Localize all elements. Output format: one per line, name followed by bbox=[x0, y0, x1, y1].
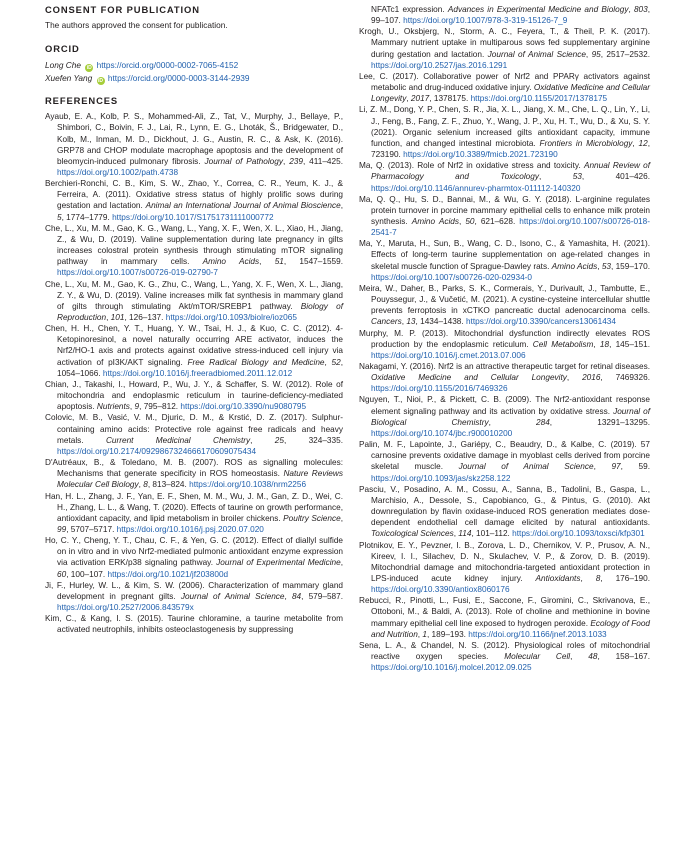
reference-doi-link[interactable]: https://doi.org/10.2174/0929867324666170609075434 bbox=[57, 446, 257, 456]
reference-pages: , 101–112. bbox=[471, 529, 513, 539]
reference-entry: Ma, Q. (2013). Role of Nrf2 in oxidative stress and toxicity. Annual Review of Pharmacology and Toxicology, 53, 401–426. https://doi.org/10.1146/annurev-pharmtox-011112-140320 bbox=[359, 161, 650, 193]
reference-journal: Animal an International Journal of Animal Bioscience bbox=[145, 201, 341, 211]
reference-text: Ji, F., Hurley, W. L., & Kim, S. W. (2006). Characterization of mammary gland development in pregnant gilts. bbox=[45, 580, 343, 601]
reference-doi-link[interactable]: https://doi.org/10.3389/fmicb.2021.723190 bbox=[403, 150, 558, 160]
orcid-icon: iD bbox=[98, 78, 104, 85]
reference-pages: , 813–824. bbox=[147, 480, 190, 490]
reference-volume: 8 bbox=[595, 573, 601, 583]
consent-text: The authors approved the consent for publication. bbox=[45, 20, 228, 30]
reference-journal: Amino Acids bbox=[411, 216, 459, 226]
reference-journal: Annual Review of Pharmacology and Toxicology bbox=[371, 161, 650, 182]
reference-text: Nakagami, Y. (2016). Nrf2 is an attractive therapeutic target for retinal diseases. bbox=[359, 362, 650, 371]
reference-entry: Che, L., Xu, M. M., Gao, K. G., Zhu, C., Wang, L., Yang, X. F., Wen, X. L., Jiang, Z. Y., & Wu, D. (2019). Valine increases milk fat synthesis in mammary gland of gilts through stimulating Akt/mTOR/SREBP1 pathway. Biology of Reproduction, 101, 126–137. https://doi.org/10.1093/biolre/ioz065 bbox=[45, 279, 343, 323]
reference-text: Ayaub, E. A., Kolb, P. S., Mohammed-Ali, Z., Tat, V., Murphy, J., Bellaye, P., Shimbori, C., Boivin, F. J., Lai, R., Lynn, E. G., Lhoták, Š., Bridgewater, D., Kolb, M., Inman, M. D., Dickhout, J. G., Austin, R. C., & Ask, K. (2016). GRP78 and CHOP modulate macrophage apoptosis and the development of bleomycin-induced pulmonary fibrosis. bbox=[45, 112, 343, 166]
reference-pages: , 1434–1438. bbox=[415, 317, 466, 327]
reference-doi-link[interactable]: https://doi.org/10.1007/s00726-018-2541-7 bbox=[371, 216, 650, 238]
reference-text: Colovic, M. B., Vasić, V. M., Djuric, D. M., & Krstić, D. Z. (2017). Sulphur-containing amino acids: Protective role against free radicals and heavy metals. bbox=[45, 413, 343, 445]
reference-entry: Ma, Q. Q., Hu, S. D., Bannai, M., & Wu, G. Y. (2018). L-arginine regulates protein turnover in porcine mammary epithelial cells to enhance milk protein synthesis. Amino Acids, 50, 621–628. https://doi.org/10.1007/s00726-018-2541-7 bbox=[359, 194, 650, 238]
reference-entry: Chen, H. H., Chen, Y. T., Huang, Y. W., Tsai, H. J., & Kuo, C. C. (2012). 4-Ketopinoresinol, a novel naturally occurring ARE activator, induces the Nrf2/HO-1 axis and protects against oxidative stress-induced cell injury via activation of pI3K/AKT signaling. Free Radical Biology and Medicine, 52, 1054–1066. https://doi.org/10.1016/j.freeradbiomed.2011.12.012 bbox=[45, 324, 343, 378]
reference-text: Ma, Q. Q., Hu, S. D., Bannai, M., & Wu, G. Y. (2018). L-arginine regulates protein turnover in porcine mammary epithelial cells to enhance milk protein synthesis. bbox=[359, 194, 650, 226]
reference-doi-link[interactable]: https://doi.org/10.1093/toxsci/kfp301 bbox=[512, 529, 645, 539]
reference-pages: , 2517–2532. bbox=[600, 49, 651, 59]
reference-text: Meira, W., Daher, B., Parks, S. K., Cormerais, Y., Durivault, J., Tambutte, E., Pouyssegur, J., & Vučetić, M. (2021). A cystine-cysteine intercellular shuttle prevents ferroptosis in xCTKO pancreatic ductal adenocarcinoma cells. bbox=[359, 283, 650, 316]
reference-journal: Amino Acids bbox=[202, 257, 260, 267]
reference-entry: Ho, C. Y., Cheng, Y. T., Chau, C. F., & Yen, G. C. (2012). Effect of diallyl sulfide on in vitro and in vivo Nrf2-mediated pulmonic antioxidant enzyme expression via activation ERK/p38 signaling pathway. Journal of Experimental Medicine, 60, 100–107. https://doi.org/10.1021/jf203800d bbox=[45, 536, 344, 579]
reference-entry: Palin, M. F., Lapointe, J., Gariépy, C., Beaudry, D., & Kalbe, C. (2019). 57 carnosine prevents oxidative damage in myoblast cells derived from porcine skeletal muscle. Journal of Animal Science, 97, 59. https://doi.org/10.1093/jas/skz258.122 bbox=[359, 440, 650, 483]
orcid-author-name: Xuefen Yang bbox=[45, 73, 93, 84]
reference-text: Palin, M. F., Lapointe, J., Gariépy, C., Beaudry, D., & Kalbe, C. (2019). 57 carnosine prevents oxidative damage in myoblast cells derived from porcine skeletal muscle. bbox=[359, 440, 650, 472]
reference-pages: , 579–587. bbox=[301, 591, 343, 601]
reference-entry: Plotnikov, E. Y., Pevzner, I. B., Zorova, L. D., Chernikov, V. P., Prusov, A. N., Kireev, I. I., Silachev, D. N., Skulachev, V. P., & Zorov, D. B. (2019). Mitochondrial damage and mitochondria-targeted antioxidant protection in LPS-induced acute kidney injury. Antioxidants, 8, 176–190. https://doi.org/10.3390/antiox8060176 bbox=[359, 540, 651, 595]
reference-doi-link[interactable]: https://doi.org/10.1074/jbc.r900010200 bbox=[371, 428, 513, 438]
reference-entry: Murphy, M. P. (2013). Mitochondrial dysfunction indirectly elevates ROS production by the endoplasmic reticulum. Cell Metabolism, 18, 145–151. https://doi.org/10.1016/j.cmet.2013.07.006 bbox=[359, 328, 650, 360]
reference-text: Li, Z. M., Dong, Y. P., Chen, S. R., Jia, X. L., Jiang, X. M., Che, L. Q., Lin, Y., Li, J., Feng, B., Fang, Z. F., Zhuo, Y., Wang, J. P., Xu, H. T., Wu, D., & Xu, S. Y. (2021). Organic selenium increased gilts antioxidant capacity, immune function, and changed intestinal microbiota. bbox=[359, 105, 650, 148]
reference-volume: 48 bbox=[588, 652, 598, 662]
reference-pages: , 145–151. bbox=[609, 339, 650, 349]
reference-volume: 5 bbox=[57, 212, 62, 222]
reference-pages: , 621–628. bbox=[474, 216, 520, 226]
reference-entry: D'Autréaux, B., & Toledano, M. B. (2007). ROS as signalling molecules: Mechanisms that generate specificity in ROS homeostasis. Nature Reviews Molecular Cell Biology, 8, 813–824. https://doi.org/10.1038/nrm2256 bbox=[45, 458, 343, 490]
reference-entry: Ji, F., Hurley, W. L., & Kim, S. W. (2006). Characterization of mammary gland development in pregnant gilts. Journal of Animal Science, 84, 579–587. https://doi.org/10.2527/2006.843579x bbox=[45, 580, 343, 613]
reference-volume: 51 bbox=[274, 257, 284, 267]
references-heading: REFERENCES bbox=[45, 95, 119, 107]
reference-journal: Cell Metabolism bbox=[532, 339, 594, 349]
reference-volume: 53 bbox=[601, 261, 611, 271]
reference-pages: , 189–193. bbox=[426, 629, 469, 639]
reference-doi-link[interactable]: https://doi.org/10.1017/S1751731111000772 bbox=[112, 212, 274, 222]
reference-pages: , 99–107. bbox=[371, 5, 650, 26]
reference-entry: Ma, Y., Maruta, H., Sun, B., Wang, C. D., Isono, C., & Yamashita, H. (2021). Effects of long-term taurine supplementation on age-related changes in skeletal muscle function of Sprague-Dawley rats. Amino Acids, 53, 159–170. https://doi.org/10.1007/s00726-020-02934-0 bbox=[359, 239, 650, 282]
reference-doi-link[interactable]: https://doi.org/10.3390/antiox8060176 bbox=[371, 585, 510, 595]
reference-doi-link[interactable]: https://doi.org/10.1007/978-3-319-15126-7_9 bbox=[403, 16, 568, 26]
orcid-link[interactable]: https://orcid.org/0000-0003-3144-2939 bbox=[107, 73, 250, 84]
reference-entry: Ayaub, E. A., Kolb, P. S., Mohammed-Ali, Z., Tat, V., Murphy, J., Bellaye, P., Shimbori, C., Boivin, F. J., Lai, R., Lynn, E. G., Lhoták, Š., Bridgewater, D., Kolb, M., Inman, M. D., Dickhout, J. G., Austin, R. C., & Ask, K. (2016). GRP78 and CHOP modulate macrophage apoptosis and the development of bleomycin-induced pulmonary fibrosis. Journal of Pathology, 239, 411–425. https://doi.org/10.1002/path.4738 bbox=[45, 112, 343, 177]
reference-journal: Nature Reviews Molecular Cell Biology bbox=[57, 469, 343, 490]
reference-entry: Li, Z. M., Dong, Y. P., Chen, S. R., Jia, X. L., Jiang, X. M., Che, L. Q., Lin, Y., Li, J., Feng, B., Fang, Z. F., Zhuo, Y., Wang, J. P., Xu, H. T., Wu, D., & Xu, S. Y. (2021). Organic selenium increased gilts antioxidant capacity, immune function, and changed intestinal microbiota. Frontiers in Microbiology, 12, 723190. https://doi.org/10.3389/fmicb.2021.723190 bbox=[359, 105, 650, 160]
reference-text: D'Autréaux, B., & Toledano, M. B. (2007). ROS as signalling molecules: Mechanisms that generate specificity in ROS homeostasis. bbox=[45, 458, 343, 479]
reference-text: Ma, Y., Maruta, H., Sun, B., Wang, C. D., Isono, C., & Yamashita, H. (2021). Effects of long-term taurine supplementation on age-related changes in skeletal muscle function of Sprague-Dawley rats. bbox=[359, 239, 650, 271]
reference-pages: , 324–335. bbox=[283, 435, 343, 445]
reference-pages: , 401–426. bbox=[581, 172, 650, 182]
reference-entry: Rebucci, R., Pinotti, L., Fusi, E., Saccone, F., Giromini, C., Skrivanova, E., Ottoboni, M., & Baldi, A. (2013). Role of choline and methionine in bovine mammary epithelial cell line exposed to hydrogen peroxide. Ecology of Food and Nutrition, 1, 189–193. https://doi.org/10.1166/jnef.2013.1033 bbox=[359, 596, 650, 639]
orcid-list bbox=[45, 59, 343, 85]
reference-doi-link[interactable]: https://doi.org/10.2527/jas.2016.1291 bbox=[371, 60, 508, 70]
reference-pages: , 1378175. bbox=[429, 94, 471, 104]
reference-entry: Nguyen, T., Nioi, P., & Pickett, C. B. (2009). The Nrf2-antioxidant response element signaling pathway and its activation by oxidative stress. Journal of Biological Chemistry, 284, 13291–13295. https://doi.org/10.1074/jbc.r900010200 bbox=[359, 395, 650, 438]
reference-volume: 101 bbox=[110, 313, 125, 323]
reference-text: Han, H. L., Zhang, J. F., Yan, E. F., Shen, M. M., Wu, J. M., Gan, Z. D., Wei, C. H., Zhang, L. L., & Wang, T. (2020). Effects of taurine on growth performance, antioxidant capacity, and lipid metabolism in broiler chickens. bbox=[45, 491, 343, 523]
reference-volume: 284 bbox=[536, 417, 550, 427]
reference-entry: Sena, L. A., & Chandel, N. S. (2012). Physiological roles of mitochondrial reactive oxygen species. Molecular Cell, 48, 158–167. https://doi.org/10.1016/j.molcel.2012.09.025 bbox=[359, 640, 650, 673]
reference-doi-link[interactable]: https://doi.org/10.1007/s00726-019-02790-7 bbox=[57, 268, 218, 278]
reference-volume: 50 bbox=[465, 216, 475, 226]
reference-doi-link[interactable]: https://doi.org/10.1016/j.molcel.2012.09.025 bbox=[371, 663, 532, 673]
reference-pages: , 176–190. bbox=[600, 573, 651, 583]
reference-volume: 97 bbox=[611, 462, 621, 472]
reference-text: Murphy, M. P. (2013). Mitochondrial dysfunction indirectly elevates ROS production by the endoplasmic reticulum. bbox=[359, 328, 650, 349]
reference-doi-link[interactable]: https://doi.org/10.1155/2017/1378175 bbox=[470, 94, 608, 104]
reference-entry: Krogh, U., Oksbjerg, N., Storm, A. C., Feyera, T., & Theil, P. K. (2017). Mammary nutrient uptake in multiparous sows fed supplementary arginine during gestation and lactation. Journal of Animal Science, 95, 2517–2532. https://doi.org/10.2527/jas.2016.1291 bbox=[359, 27, 651, 70]
reference-entry: Nakagami, Y. (2016). Nrf2 is an attractive therapeutic target for retinal diseases. Oxidative Medicine and Cellular Longevity, 2016, 7469326. https://doi.org/10.1155/2016/7469326 bbox=[359, 362, 650, 394]
reference-doi-link[interactable]: https://doi.org/10.1166/jnef.2013.1033 bbox=[468, 629, 607, 639]
reference-doi-link[interactable]: https://doi.org/10.1016/j.cmet.2013.07.006 bbox=[371, 350, 526, 360]
reference-entry: Meira, W., Daher, B., Parks, S. K., Cormerais, Y., Durivault, J., Tambutte, E., Pouyssegur, J., & Vučetić, M. (2021). A cystine-cysteine intercellular shuttle prevents ferroptosis in xCTKO pancreatic ductal adenocarcinoma cells. Cancers, 13, 1434–1438. https://doi.org/10.3390/cancers13061434 bbox=[359, 283, 650, 327]
reference-doi-link[interactable]: https://doi.org/10.1016/j.freeradbiomed.2011.12.012 bbox=[102, 368, 293, 378]
reference-text: Sena, L. A., & Chandel, N. S. (2012). Physiological roles of mitochondrial reactive oxygen species. bbox=[359, 640, 650, 662]
reference-volume: 2017 bbox=[410, 94, 430, 104]
reference-journal: Oxidative Medicine and Cellular Longevity bbox=[371, 83, 651, 104]
reference-journal: Biology of Reproduction bbox=[57, 301, 343, 323]
reference-volume: 9 bbox=[134, 402, 140, 412]
reference-text: Ma, Q. (2013). Role of Nrf2 in oxidative stress and toxicity. bbox=[359, 161, 581, 171]
reference-journal: Nutrients bbox=[96, 402, 130, 412]
reference-journal: Molecular Cell bbox=[504, 652, 571, 662]
reference-journal: Poultry Science bbox=[283, 513, 341, 523]
reference-doi-link[interactable]: https://doi.org/10.2527/2006.843579x bbox=[57, 603, 194, 613]
reference-text: Berchieri-Ronchi, C. B., Kim, S. W., Zhao, Y., Correa, C. R., Yeum, K. J., & Ferreira, A. (2011). Oxidative stress status of highly prolific sows during gestation and lactation. bbox=[45, 179, 343, 211]
reference-doi-link[interactable]: https://doi.org/10.3390/cancers13061434 bbox=[465, 317, 616, 327]
orcid-heading: ORCID bbox=[45, 43, 80, 55]
reference-pages: , 5707–5717. bbox=[66, 524, 117, 534]
reference-entry: Berchieri-Ronchi, C. B., Kim, S. W., Zhao, Y., Correa, C. R., Yeum, K. J., & Ferreira, A. (2011). Oxidative stress status of highly prolific sows during gestation and lactation. Animal an International Journal of Animal Bioscience, 5, 1774–1779. https://doi.org/10.1017/S1751731111000772 bbox=[45, 179, 343, 222]
reference-journal: Frontiers in Microbiology bbox=[539, 138, 633, 148]
reference-volume: 2016 bbox=[582, 373, 601, 383]
reference-pages: , 1054–1066. bbox=[57, 357, 343, 378]
reference-journal: Journal of Experimental Medicine bbox=[216, 558, 341, 568]
reference-volume: 803 bbox=[633, 5, 648, 14]
consent-heading: CONSENT FOR PUBLICATION bbox=[45, 4, 200, 15]
reference-journal: Advances in Experimental Medicine and Biology bbox=[447, 5, 629, 14]
reference-pages: , 723190. bbox=[371, 138, 650, 160]
reference-journal: Free Radical Biology and Medicine bbox=[187, 357, 325, 367]
reference-journal: Amino Acids bbox=[551, 261, 598, 271]
reference-journal: Toxicological Sciences bbox=[371, 529, 454, 539]
reference-entry: Pasciu, V., Posadino, A. M., Cossu, A., Sanna, B., Tadolini, B., Gaspa, L., Marchisio, A., Dessole, S., Capobianco, G., & Pintus, G. (2010). Akt downregulation by flavin oxidase-induced ROS generation mediates dose-dependent endothelial cell damage elicited by natural antioxidants. Toxicological Sciences, 114, 101–112. https://doi.org/10.1093/toxsci/kfp301 bbox=[359, 484, 650, 539]
reference-journal: Cancers bbox=[371, 317, 402, 327]
reference-pages: , 1774–1779. bbox=[61, 212, 113, 222]
reference-pages: , 1547–1559. bbox=[283, 257, 344, 267]
reference-journal: Journal of Animal Science bbox=[458, 462, 594, 472]
reference-text: Kim, C., & Kang, I. S. (2015). Taurine chloramine, a taurine metabolite from activated neutrophils, inhibits osteoclastogenesis by suppressing bbox=[45, 614, 343, 635]
reference-journal: Oxidative Medicine and Cellular Longevity bbox=[371, 373, 567, 383]
reference-doi-link[interactable]: https://doi.org/10.1093/biolre/ioz065 bbox=[165, 313, 297, 323]
reference-text: Lee, C. (2017). Collaborative power of Nrf2 and PPARγ activators against metabolic and drug-induced oxidative injury. bbox=[359, 71, 650, 93]
reference-pages: , 158–167. bbox=[597, 652, 650, 662]
reference-volume: 60 bbox=[57, 569, 67, 579]
reference-journal: Ecology of Food and Nutrition bbox=[371, 618, 650, 639]
reference-text: NFATc1 expression. bbox=[371, 5, 445, 14]
reference-journal: Current Medicinal Chemistry bbox=[105, 435, 251, 445]
reference-text: Krogh, U., Oksbjerg, N., Storm, A. C., Feyera, T., & Theil, P. K. (2017). Mammary nutrient uptake in multiparous sows fed supplementary arginine during gestation and lactation. bbox=[359, 27, 650, 59]
reference-pages: , 411–425. bbox=[302, 156, 343, 166]
reference-text: Che, L., Xu, M. M., Gao, K. G., Zhu, C., Wang, L., Yang, X. F., Wen, X. L., Jiang, Z. Y., & Wu, D. (2019). Valine increases milk fat synthesis in mammary gland of gilts through stimulating Akt/mTOR/SREBP1 pathway. bbox=[45, 279, 343, 311]
reference-doi-link[interactable]: https://doi.org/10.1155/2016/7469326 bbox=[371, 384, 508, 394]
orcid-entry bbox=[45, 72, 343, 85]
orcid-entry bbox=[45, 59, 343, 72]
reference-volume: 1 bbox=[422, 629, 427, 639]
reference-volume: 239 bbox=[289, 156, 303, 166]
reference-pages: , 59. bbox=[620, 462, 650, 472]
reference-doi-link[interactable]: https://doi.org/10.1002/path.4738 bbox=[57, 167, 179, 177]
reference-doi-link[interactable]: https://doi.org/10.1016/j.psj.2020.07.020 bbox=[116, 524, 264, 534]
reference-entry: NFATc1 expression. Advances in Experimental Medicine and Biology, 803, 99–107. https://doi.org/10.1007/978-3-319-15126-7_9 bbox=[371, 5, 650, 26]
left-column bbox=[45, 4, 343, 636]
reference-entry bbox=[45, 613, 343, 635]
reference-pages: , 100–107. bbox=[66, 569, 108, 579]
reference-text: Nguyen, T., Nioi, P., & Pickett, C. B. (2009). The Nrf2-antioxidant response element signaling pathway and its activation by oxidative stress. bbox=[359, 395, 650, 416]
orcid-author-name: Long Che bbox=[45, 60, 81, 71]
reference-journal: Journal of Animal Science bbox=[180, 591, 285, 601]
reference-pages: , 13291–13295. bbox=[549, 417, 650, 427]
reference-pages: , 126–137. bbox=[124, 313, 166, 323]
reference-doi-link[interactable]: https://doi.org/10.3390/nu9080795 bbox=[180, 402, 307, 412]
reference-journal: Journal of Pathology bbox=[204, 156, 283, 166]
reference-text: Ho, C. Y., Cheng, Y. T., Chau, C. F., & Yen, G. C. (2012). Effect of diallyl sulfide on in vitro and in vivo Nrf2-mediated pulmonic antioxidant enzyme expression via activation ERK/p38 signaling pathway. bbox=[45, 536, 343, 568]
reference-volume: 13 bbox=[406, 317, 416, 327]
reference-entry: Colovic, M. B., Vasić, V. M., Djuric, D. M., & Krstić, D. Z. (2017). Sulphur-containing amino acids: Protective role against free radicals and heavy metals. Current Medicinal Chemistry, 25, 324–335. https://doi.org/10.2174/0929867324666170609075434 bbox=[45, 413, 343, 456]
reference-volume: 18 bbox=[599, 339, 610, 349]
reference-pages: , 7469326. bbox=[600, 373, 650, 383]
reference-doi-link[interactable]: https://doi.org/10.1021/jf203800d bbox=[107, 569, 229, 579]
reference-journal: Journal of Animal Science bbox=[487, 49, 586, 59]
right-column bbox=[359, 4, 650, 673]
references-list-right bbox=[359, 4, 650, 673]
references-list-left bbox=[45, 111, 343, 635]
reference-entry: Han, H. L., Zhang, J. F., Yan, E. F., Shen, M. M., Wu, J. M., Gan, Z. D., Wei, C. H., Zhang, L. L., & Wang, T. (2020). Effects of taurine on growth performance, antioxidant capacity, and lipid metabolism in broiler chickens. Poultry Science, 99, 5707–5717. https://doi.org/10.1016/j.psj.2020.07.020 bbox=[45, 491, 343, 534]
reference-volume: 8 bbox=[143, 480, 148, 490]
reference-volume: 52 bbox=[331, 357, 341, 367]
reference-volume: 95 bbox=[591, 49, 601, 59]
reference-volume: 53 bbox=[572, 172, 582, 182]
reference-text: Plotnikov, E. Y., Pevzner, I. B., Zorova, L. D., Chernikov, V. P., Prusov, A. N., Kireev, I. I., Silachev, D. N., Skulachev, V. P., & Zorov, D. B. (2019). Mitochondrial damage and mitochondria-targeted antioxidant protection in LPS-induced acute kidney injury. bbox=[359, 540, 650, 583]
reference-pages: , 159–170. bbox=[611, 261, 650, 271]
orcid-icon: iD bbox=[86, 65, 92, 72]
reference-doi-link[interactable]: https://doi.org/10.1146/annurev-pharmtox-011112-140320 bbox=[371, 183, 581, 193]
reference-doi-link[interactable]: https://doi.org/10.1038/nrm2256 bbox=[189, 480, 307, 490]
reference-volume: 25 bbox=[274, 435, 284, 445]
reference-text: Rebucci, R., Pinotti, L., Fusi, E., Saccone, F., Giromini, C., Skrivanova, E., Ottoboni, M., & Baldi, A. (2013). Role of choline and methionine in bovine mammary epithelial cell line exposed to hydrogen peroxide. bbox=[359, 596, 650, 628]
reference-text: Chian, J., Takashi, I., Howard, P., Wu, J. Y., & Schaffer, S. W. (2012). Role of mitochondria and endoplasmic reticulum in taurine-deficiency-mediated apoptosis. bbox=[45, 379, 343, 412]
reference-journal: Journal of Biological Chemistry bbox=[371, 406, 650, 427]
orcid-link[interactable]: https://orcid.org/0000-0002-7065-4152 bbox=[96, 60, 239, 71]
reference-volume: 84 bbox=[291, 591, 302, 601]
reference-entry: Chian, J., Takashi, I., Howard, P., Wu, J. Y., & Schaffer, S. W. (2012). Role of mitochondria and endoplasmic reticulum in taurine-deficiency-mediated apoptosis. Nutrients, 9, 795–812. https://doi.org/10.3390/nu9080795 bbox=[45, 379, 343, 412]
reference-pages: , 795–812. bbox=[139, 402, 181, 412]
reference-volume: 99 bbox=[57, 524, 67, 534]
reference-journal: Antioxidants bbox=[535, 573, 581, 583]
reference-doi-link[interactable]: https://doi.org/10.1007/s00726-020-02934-0 bbox=[371, 272, 532, 282]
reference-volume: 114 bbox=[458, 529, 472, 539]
reference-doi-link[interactable]: https://doi.org/10.1093/jas/skz258.122 bbox=[371, 473, 511, 483]
reference-volume: 12 bbox=[638, 138, 648, 148]
reference-entry: Che, L., Xu, M. M., Gao, K. G., Wang, L., Yang, X. F., Wen, X. L., Xiao, H., Jiang, Z., & Wu, D. (2019). Valine supplementation during late pregnancy in gilts increases colostral protein synthesis through stimulating mTOR signaling pathway in mammary cells. Amino Acids, 51, 1547–1559. https://doi.org/10.1007/s00726-019-02790-7 bbox=[45, 223, 344, 278]
reference-entry: Lee, C. (2017). Collaborative power of Nrf2 and PPARγ activators against metabolic and drug-induced oxidative injury. Oxidative Medicine and Cellular Longevity, 2017, 1378175. https://doi.org/10.1155/2017/1378175 bbox=[359, 71, 651, 104]
reference-text: Pasciu, V., Posadino, A. M., Cossu, A., Sanna, B., Tadolini, B., Gaspa, L., Marchisio, A., Dessole, S., Capobianco, G., & Pintus, G. (2010). Akt downregulation by flavin oxidase-induced ROS generation mediates dose-dependent endothelial cell damage elicited by natural antioxidants. bbox=[359, 484, 650, 528]
reference-text: Che, L., Xu, M. M., Gao, K. G., Wang, L., Yang, X. F., Wen, X. L., Xiao, H., Jiang, Z., & Wu, D. (2019). Valine supplementation during late pregnancy in gilts increases colostral protein synthesis through stimulating mTOR signaling pathway in mammary cells. bbox=[45, 223, 343, 267]
reference-text: Chen, H. H., Chen, Y. T., Huang, Y. W., Tsai, H. J., & Kuo, C. C. (2012). 4-Ketopinoresinol, a novel naturally occurring ARE activator, induces the Nrf2/HO-1 axis and protects against oxidative stress-induced cell injury via activation of pI3K/AKT signaling. bbox=[45, 324, 343, 367]
